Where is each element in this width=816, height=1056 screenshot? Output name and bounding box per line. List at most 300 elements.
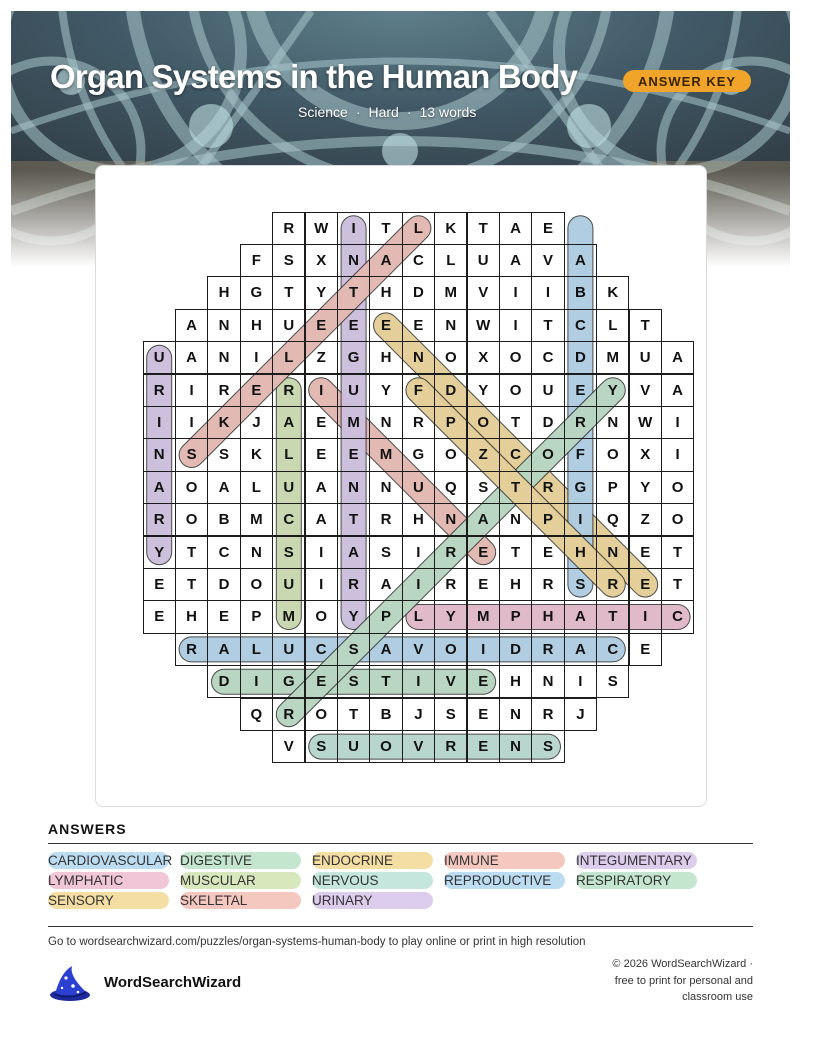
- grid-cell: [272, 600, 305, 633]
- grid-cell: [369, 406, 402, 439]
- grid-letter: E: [154, 576, 165, 594]
- grid-letter: Y: [478, 381, 489, 399]
- grid-cell: [467, 212, 500, 245]
- grid-letter: E: [478, 705, 489, 723]
- answer-reproductive: REPRODUCTIVE: [444, 872, 565, 889]
- grid-letter: A: [283, 414, 295, 432]
- grid-letter: U: [542, 381, 554, 399]
- grid-letter: V: [413, 738, 424, 756]
- grid-letter: N: [510, 705, 521, 723]
- grid-letter: Z: [478, 446, 488, 464]
- grid-letter: L: [413, 219, 423, 237]
- grid-cell: [434, 341, 467, 374]
- grid-letter: U: [283, 640, 295, 658]
- grid-letter: N: [445, 316, 457, 334]
- grid-letter: L: [446, 252, 456, 270]
- difficulty-label: Hard: [368, 104, 399, 120]
- grid-letter: R: [153, 511, 165, 529]
- grid-letter: T: [349, 705, 359, 723]
- grid-cell: [402, 438, 435, 471]
- grid-letter: R: [283, 381, 295, 399]
- grid-letter: L: [251, 478, 261, 496]
- grid-letter: D: [218, 673, 230, 691]
- grid-letter: G: [282, 673, 295, 691]
- grid-cell: [402, 698, 435, 731]
- grid-cell: [467, 341, 500, 374]
- grid-letter: O: [671, 511, 684, 529]
- grid-letter: Q: [250, 705, 263, 723]
- grid-cell: [596, 309, 629, 342]
- grid-letter: C: [510, 446, 521, 464]
- grid-letter: S: [607, 673, 618, 691]
- grid-cell: [207, 341, 240, 374]
- meta-separator: ·: [355, 104, 361, 120]
- grid-letter: Y: [154, 543, 165, 561]
- grid-cell: [629, 438, 662, 471]
- grid-cell: [467, 730, 500, 763]
- grid-letter: A: [672, 381, 683, 399]
- grid-letter: H: [186, 608, 197, 626]
- grid-cell: [337, 536, 370, 569]
- grid-cell: [207, 568, 240, 601]
- grid-cell: [175, 600, 208, 633]
- grid-cell: [531, 665, 564, 698]
- grid-letter: O: [380, 738, 392, 756]
- grid-cell: [531, 438, 564, 471]
- grid-letter: D: [574, 349, 586, 367]
- grid-cell: [596, 536, 629, 569]
- grid-cell: [434, 600, 467, 633]
- grid-cell: [402, 665, 435, 698]
- grid-cell: [175, 341, 208, 374]
- grid-cell: [240, 309, 273, 342]
- grid-letter: W: [476, 316, 491, 334]
- grid-cell: [629, 309, 662, 342]
- grid-letter: I: [319, 576, 324, 594]
- grid-cell: [434, 503, 467, 536]
- grid-letter: S: [348, 673, 359, 691]
- divider: [48, 926, 753, 927]
- grid-letter: T: [608, 608, 618, 626]
- answer-endocrine: ENDOCRINE: [312, 852, 433, 869]
- grid-cell: [305, 698, 338, 731]
- grid-cell: [434, 633, 467, 666]
- copyright-line: classroom use: [682, 991, 753, 1003]
- grid-letter: O: [477, 414, 490, 432]
- grid-letter: S: [478, 478, 489, 496]
- grid-letter: I: [351, 219, 356, 237]
- grid-letter: E: [478, 576, 489, 594]
- grid-cell: [499, 665, 532, 698]
- grid-cell: [402, 406, 435, 439]
- grid-cell: [143, 406, 176, 439]
- grid-cell: [369, 633, 402, 666]
- grid-cell: [369, 568, 402, 601]
- grid-letter: D: [412, 284, 424, 302]
- grid-letter: A: [186, 349, 197, 367]
- grid-cell: [272, 309, 305, 342]
- wizard-hat-icon: [48, 964, 94, 1004]
- grid-cell: [175, 471, 208, 504]
- grid-letter: Y: [445, 608, 456, 626]
- grid-cell: [369, 471, 402, 504]
- grid-letter: O: [250, 576, 263, 594]
- grid-letter: C: [218, 543, 230, 561]
- grid-cell: [629, 341, 662, 374]
- grid-letter: A: [153, 478, 165, 496]
- grid-letter: M: [606, 349, 620, 367]
- grid-letter: A: [315, 478, 327, 496]
- grid-letter: I: [157, 414, 162, 432]
- grid-cell: [305, 503, 338, 536]
- grid-cell: [629, 374, 662, 407]
- grid-letter: C: [672, 608, 683, 626]
- grid-letter: T: [187, 543, 197, 561]
- grid-cell: [305, 730, 338, 763]
- grid-letter: W: [638, 414, 653, 432]
- grid-letter: A: [186, 316, 197, 334]
- grid-cell: [467, 568, 500, 601]
- grid-letter: Y: [380, 381, 391, 399]
- grid-letter: U: [412, 478, 424, 496]
- grid-cell: [143, 341, 176, 374]
- grid-letter: R: [283, 219, 295, 237]
- grid-cell: [629, 568, 662, 601]
- grid-cell: [402, 341, 435, 374]
- grid-letter: R: [542, 576, 554, 594]
- grid-cell: [402, 503, 435, 536]
- grid-letter: K: [445, 219, 457, 237]
- grid-letter: K: [250, 446, 262, 464]
- grid-letter: R: [348, 576, 359, 594]
- grid-cell: [434, 665, 467, 698]
- grid-letter: E: [316, 414, 327, 432]
- grid-cell: [337, 244, 370, 277]
- grid-cell: [661, 600, 694, 633]
- grid-cell: [499, 309, 532, 342]
- grid-letter: O: [671, 478, 684, 496]
- grid-letter: A: [510, 219, 521, 237]
- grid-letter: I: [481, 640, 486, 658]
- grid-cell: [434, 276, 467, 309]
- grid-letter: Y: [316, 284, 327, 302]
- grid-letter: N: [348, 252, 359, 270]
- grid-cell: [629, 406, 662, 439]
- grid-letter: X: [640, 446, 651, 464]
- grid-cell: [305, 341, 338, 374]
- brand-name: WordSearchWizard: [104, 974, 242, 991]
- grid-letter: I: [643, 608, 648, 626]
- grid-cell: [596, 633, 629, 666]
- grid-cell: [369, 600, 402, 633]
- grid-cell: [240, 536, 273, 569]
- answers-heading: ANSWERS: [48, 821, 127, 837]
- grid-letter: E: [478, 738, 489, 756]
- grid-cell: [337, 633, 370, 666]
- grid-cell: [564, 633, 597, 666]
- grid-letter: G: [347, 349, 360, 367]
- grid-letter: S: [283, 252, 294, 270]
- grid-cell: [499, 438, 532, 471]
- grid-letter: T: [478, 219, 488, 237]
- grid-cell: [499, 536, 532, 569]
- grid-letter: Z: [640, 511, 650, 529]
- grid-letter: H: [510, 576, 521, 594]
- grid-cell: [499, 341, 532, 374]
- grid-cell: [369, 341, 402, 374]
- grid-letter: Z: [316, 349, 326, 367]
- grid-cell: [337, 341, 370, 374]
- grid-letter: P: [607, 478, 618, 496]
- grid-cell: [434, 244, 467, 277]
- grid-letter: R: [186, 640, 197, 658]
- grid-cell: [240, 374, 273, 407]
- grid-letter: H: [412, 511, 424, 529]
- grid-cell: [564, 665, 597, 698]
- grid-letter: E: [251, 381, 262, 399]
- grid-cell: [564, 471, 597, 504]
- grid-cell: [629, 633, 662, 666]
- grid-letter: K: [607, 284, 619, 302]
- grid-cell: [629, 503, 662, 536]
- grid-cell: [661, 341, 694, 374]
- grid-cell: [207, 374, 240, 407]
- grid-cell: [596, 374, 629, 407]
- grid-letter: N: [218, 316, 230, 334]
- word-count-label: 13 words: [419, 104, 477, 120]
- grid-cell: [337, 503, 370, 536]
- grid-letter: H: [542, 608, 554, 626]
- grid-cell: [272, 536, 305, 569]
- grid-letter: N: [218, 349, 230, 367]
- grid-letter: N: [510, 738, 521, 756]
- grid-letter: E: [348, 316, 359, 334]
- grid-letter: C: [315, 640, 327, 658]
- grid-letter: R: [542, 478, 554, 496]
- grid-cell: [596, 503, 629, 536]
- grid-cell: [531, 471, 564, 504]
- grid-cell: [434, 536, 467, 569]
- grid-letter: R: [445, 576, 457, 594]
- grid-letter: U: [348, 381, 359, 399]
- grid-letter: O: [444, 446, 457, 464]
- grid-cell: [369, 276, 402, 309]
- grid-cell: [175, 309, 208, 342]
- grid-cell: [499, 276, 532, 309]
- grid-cell: [240, 698, 273, 731]
- grid-cell: [207, 665, 240, 698]
- grid-letter: B: [574, 284, 586, 302]
- grid-letter: S: [186, 446, 197, 464]
- grid-letter: T: [640, 316, 650, 334]
- grid-cell: [337, 438, 370, 471]
- grid-letter: I: [675, 446, 680, 464]
- grid-cell: [564, 536, 597, 569]
- grid-cell: [499, 503, 532, 536]
- grid-cell: [143, 600, 176, 633]
- grid-cell: [499, 212, 532, 245]
- grid-cell: [240, 438, 273, 471]
- grid-letter: N: [445, 511, 457, 529]
- grid-letter: I: [513, 284, 518, 302]
- grid-cell: [434, 568, 467, 601]
- answer-skeletal: SKELETAL: [180, 892, 301, 909]
- grid-letter: H: [574, 543, 586, 561]
- grid-cell: [305, 374, 338, 407]
- copyright-line: © 2026 WordSearchWizard ·: [612, 958, 753, 970]
- grid-letter: P: [251, 608, 262, 626]
- grid-cell: [467, 503, 500, 536]
- grid-letter: L: [608, 316, 618, 334]
- grid-letter: L: [284, 446, 294, 464]
- grid-letter: O: [444, 640, 457, 658]
- grid-letter: T: [511, 543, 521, 561]
- answer-urinary: URINARY: [312, 892, 433, 909]
- grid-letter: E: [380, 316, 391, 334]
- grid-letter: U: [639, 349, 651, 367]
- grid-letter: V: [478, 284, 489, 302]
- grid-cell: [337, 212, 370, 245]
- grid-letter: T: [284, 284, 294, 302]
- page-title: Organ Systems in the Human Body: [50, 58, 578, 95]
- grid-letter: N: [153, 446, 165, 464]
- grid-letter: V: [283, 738, 294, 756]
- grid-cell: [564, 503, 597, 536]
- grid-cell: [564, 698, 597, 731]
- grid-cell: [272, 244, 305, 277]
- grid-letter: X: [316, 252, 327, 270]
- grid-letter: T: [673, 543, 683, 561]
- grid-letter: T: [187, 576, 197, 594]
- grid-cell: [207, 600, 240, 633]
- grid-cell: [467, 698, 500, 731]
- grid-cell: [175, 568, 208, 601]
- grid-cell: [629, 600, 662, 633]
- grid-cell: [240, 406, 273, 439]
- grid-cell: [272, 503, 305, 536]
- grid-cell: [531, 276, 564, 309]
- grid-letter: V: [640, 381, 651, 399]
- grid-cell: [467, 276, 500, 309]
- grid-cell: [207, 503, 240, 536]
- grid-letter: O: [509, 349, 522, 367]
- grid-cell: [305, 471, 338, 504]
- grid-letter: P: [510, 608, 521, 626]
- grid-cell: [499, 633, 532, 666]
- grid-letter: N: [380, 478, 392, 496]
- grid-cell: [207, 633, 240, 666]
- grid-cell: [272, 276, 305, 309]
- grid-cell: [531, 244, 564, 277]
- grid-letter: H: [250, 316, 262, 334]
- grid-letter: I: [189, 414, 194, 432]
- grid-cell: [369, 212, 402, 245]
- grid-cell: [369, 536, 402, 569]
- grid-letter: M: [379, 446, 393, 464]
- grid-letter: U: [283, 478, 295, 496]
- grid-cell: [143, 536, 176, 569]
- grid-letter: J: [252, 414, 261, 432]
- grid-cell: [596, 568, 629, 601]
- grid-cell: [337, 374, 370, 407]
- answer-integumentary: INTEGUMENTARY: [576, 852, 697, 869]
- grid-cell: [596, 406, 629, 439]
- grid-cell: [467, 309, 500, 342]
- grid-cell: [402, 276, 435, 309]
- grid-letter: I: [189, 381, 194, 399]
- grid-letter: X: [478, 349, 489, 367]
- grid-cell: [369, 503, 402, 536]
- grid-cell: [434, 212, 467, 245]
- grid-cell: [499, 568, 532, 601]
- grid-letter: R: [283, 705, 295, 723]
- grid-cell: [337, 406, 370, 439]
- grid-cell: [337, 600, 370, 633]
- grid-cell: [467, 665, 500, 698]
- grid-cell: [143, 374, 176, 407]
- grid-letter: D: [510, 640, 521, 658]
- grid-cell: [305, 536, 338, 569]
- grid-letter: U: [283, 576, 295, 594]
- answer-nervous: NERVOUS: [312, 872, 433, 889]
- grid-cell: [564, 438, 597, 471]
- grid-letter: R: [445, 738, 457, 756]
- grid-letter: I: [545, 284, 551, 302]
- grid-letter: R: [574, 414, 586, 432]
- grid-cell: [434, 309, 467, 342]
- grid-cell: [175, 503, 208, 536]
- grid-letter: E: [542, 219, 553, 237]
- grid-cell: [402, 568, 435, 601]
- grid-cell: [402, 600, 435, 633]
- footer-url-text: Go to wordsearchwizard.com/puzzles/organ-systems-human-body to play online or print in high resolution: [48, 936, 586, 948]
- grid-letter: U: [153, 349, 165, 367]
- grid-letter: S: [380, 543, 391, 561]
- grid-letter: I: [578, 511, 583, 529]
- grid-letter: B: [380, 705, 392, 723]
- copyright-line: free to print for personal and: [614, 974, 753, 987]
- grid-cell: [207, 471, 240, 504]
- grid-letter: S: [575, 576, 586, 594]
- grid-letter: T: [381, 219, 391, 237]
- grid-letter: O: [509, 381, 522, 399]
- grid-letter: I: [513, 316, 518, 334]
- grid-cell: [402, 730, 435, 763]
- grid-cell: [564, 276, 597, 309]
- grid-cell: [207, 438, 240, 471]
- grid-letter: M: [444, 284, 458, 302]
- grid-letter: N: [348, 478, 359, 496]
- grid-cell: [564, 600, 597, 633]
- grid-letter: I: [254, 673, 259, 691]
- grid-cell: [143, 438, 176, 471]
- grid-letter: T: [511, 478, 521, 496]
- grid-letter: D: [218, 576, 230, 594]
- grid-letter: I: [416, 576, 421, 594]
- grid-cell: [564, 568, 597, 601]
- grid-letter: A: [380, 576, 392, 594]
- grid-cell: [369, 309, 402, 342]
- grid-cell: [305, 600, 338, 633]
- grid-letter: I: [675, 414, 680, 432]
- grid-cell: [467, 600, 500, 633]
- grid-letter: O: [606, 446, 619, 464]
- grid-letter: R: [542, 640, 554, 658]
- grid-letter: Q: [606, 511, 619, 529]
- grid-letter: E: [640, 543, 651, 561]
- grid-letter: L: [284, 349, 294, 367]
- grid-cell: [272, 212, 305, 245]
